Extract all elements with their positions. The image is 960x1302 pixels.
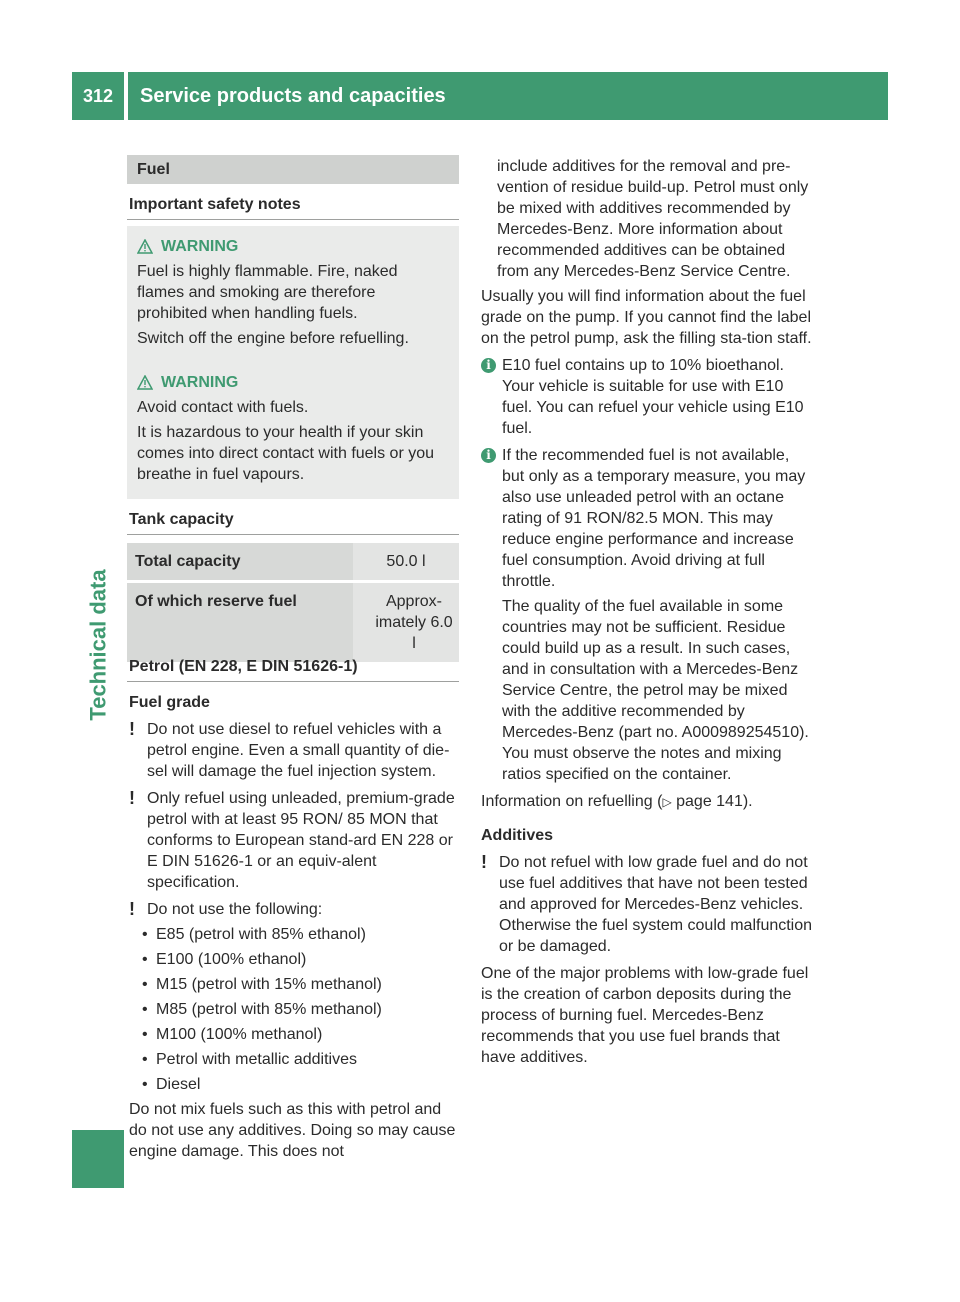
warning-title: WARNING <box>161 238 239 255</box>
list-item-text: M100 (100% methanol) <box>156 1026 323 1043</box>
warning-icon <box>137 239 153 254</box>
note-text: Do not use diesel to refuel vehicles with a petrol engine. Even a small quantity of die-sel will damage the fuel injection system. <box>147 721 450 780</box>
fuel-grade-block <box>129 692 459 1162</box>
warning-box-1 <box>127 226 459 363</box>
list-item-text: M15 (petrol with 15% methanol) <box>156 976 382 993</box>
warning-icon <box>137 375 153 390</box>
bullet-icon: • <box>142 1051 148 1068</box>
info-icon: i <box>481 448 496 463</box>
side-tab-marker <box>72 1130 124 1188</box>
note-text: If the recommended fuel is not available, but only as a temporary measure, you may also use unleaded petrol with an octane rating of 91 RON/82.5 MON. This may reduce engine performance and increase fuel consumption. Avoid driving at full throttle. <box>502 447 806 590</box>
list-item <box>129 1024 459 1045</box>
note-text: Do not refuel with low grade fuel and do not use fuel additives that have not been tested and approved for Mercedes-Benz vehicles. Otherwise the fuel system could malfunction or be damaged. <box>499 854 813 955</box>
info-note <box>481 355 813 439</box>
tank-capacity-table <box>127 540 459 665</box>
caution-note <box>129 719 459 782</box>
caution-note <box>481 852 813 957</box>
page-ref-arrow-icon: ▷ <box>662 795 672 809</box>
body-paragraph: Usually you will find information about the fuel grade on the pump. If you cannot find the label on the petrol pump, ask the filling sta-tion staff. <box>481 288 812 347</box>
list-item-text: E85 (petrol with 85% ethanol) <box>156 926 366 943</box>
additives-label: Additives <box>481 827 554 844</box>
tank-heading: Tank capacity <box>127 509 459 535</box>
fuel-grade-label: Fuel grade <box>129 694 210 711</box>
warning-box-2 <box>127 362 459 499</box>
list-item-text: Diesel <box>156 1076 201 1093</box>
note-text: Only refuel using unleaded, premium-grade petrol with at least 95 RON/ 85 MON that conforms to European stand-ard EN 228 or E DIN 51626-1 or an equiv-alent specification. <box>147 790 455 891</box>
note-text: Do not use the following: <box>147 901 323 918</box>
exclamation-icon: ! <box>129 719 135 739</box>
list-item <box>129 924 459 945</box>
petrol-heading: Petrol (EN 228, E DIN 51626-1) <box>127 656 459 682</box>
warning-text: Switch off the engine before refuelling. <box>137 330 409 347</box>
bullet-icon: • <box>142 951 148 968</box>
refuel-reference: Information on refuelling (▷ page 141). <box>481 793 753 810</box>
bullet-icon: • <box>142 976 148 993</box>
side-tab <box>78 470 118 820</box>
list-item <box>129 974 459 995</box>
body-paragraph: One of the major problems with low-grade fuel is the creation of carbon deposits during the process of burning fuel. Mercedes-Benz recommends that you use fuel brands that have additives. <box>481 965 809 1066</box>
list-item <box>129 1049 459 1070</box>
page-link[interactable]: page 141). <box>671 793 753 810</box>
side-tab-label: Technical data <box>85 569 111 721</box>
section-bar: Fuel <box>127 155 459 184</box>
safety-heading: Important safety notes <box>127 194 459 220</box>
info-icon: i <box>481 358 496 373</box>
warning-text: Avoid contact with fuels. <box>137 399 309 416</box>
list-item-text: Petrol with metallic additives <box>156 1051 357 1068</box>
exclamation-icon: ! <box>129 899 135 919</box>
warning-text: It is hazardous to your health if your skin comes into direct contact with fuels or you breathe in fuel vapours. <box>137 424 435 483</box>
info-note <box>481 445 813 785</box>
bullet-icon: • <box>142 1026 148 1043</box>
table-label: Of which reserve fuel <box>127 583 353 662</box>
caution-note <box>129 788 459 893</box>
list-item <box>129 1074 459 1095</box>
exclamation-icon: ! <box>129 788 135 808</box>
list-item <box>129 949 459 970</box>
page-number: 312 <box>72 72 124 120</box>
bullet-icon: • <box>142 1001 148 1018</box>
warning-title: WARNING <box>161 374 239 391</box>
bullet-icon: • <box>142 926 148 943</box>
chapter-title: Service products and capacities <box>140 84 446 107</box>
table-row <box>127 583 459 662</box>
note-text: The quality of the fuel available in some countries may not be sufficient. Residue could build up as a result. In such cases, and in consultation with a Mercedes-Benz Service Centre, the petrol may be mixed with the additive recommended by Mercedes-Benz (part no. A000989254510). You must observe the notes and mixing ratios specified on the container. <box>502 598 809 783</box>
exclamation-icon: ! <box>481 852 487 872</box>
list-item-text: M85 (petrol with 85% methanol) <box>156 1001 382 1018</box>
table-value: 50.0 l <box>353 543 459 580</box>
note-text: E10 fuel contains up to 10% bioethanol. Your vehicle is suitable for use with E10 fuel. You can refuel your vehicle using E10 fuel. <box>502 357 804 437</box>
caution-note <box>129 899 459 920</box>
table-label: Total capacity <box>127 543 353 580</box>
list-item-text: E100 (100% ethanol) <box>156 951 307 968</box>
warning-text: Fuel is highly flammable. Fire, naked flames and smoking are therefore prohibited when handling fuels. <box>137 263 398 322</box>
table-row <box>127 543 459 580</box>
bullet-icon: • <box>142 1076 148 1093</box>
chapter-header <box>128 72 888 120</box>
table-value: Approx-imately 6.0 l <box>353 583 459 662</box>
body-paragraph: include additives for the removal and pre-vention of residue build-up. Petrol must only be mixed with additives recommended by Mercedes-Benz. More information about recommended additives can be obtained from any Mercedes-Benz Service Centre. <box>497 158 809 280</box>
body-paragraph: Do not mix fuels such as this with petrol and do not use any additives. Doing so may cause engine damage. This does not <box>129 1101 456 1160</box>
list-item <box>129 999 459 1020</box>
